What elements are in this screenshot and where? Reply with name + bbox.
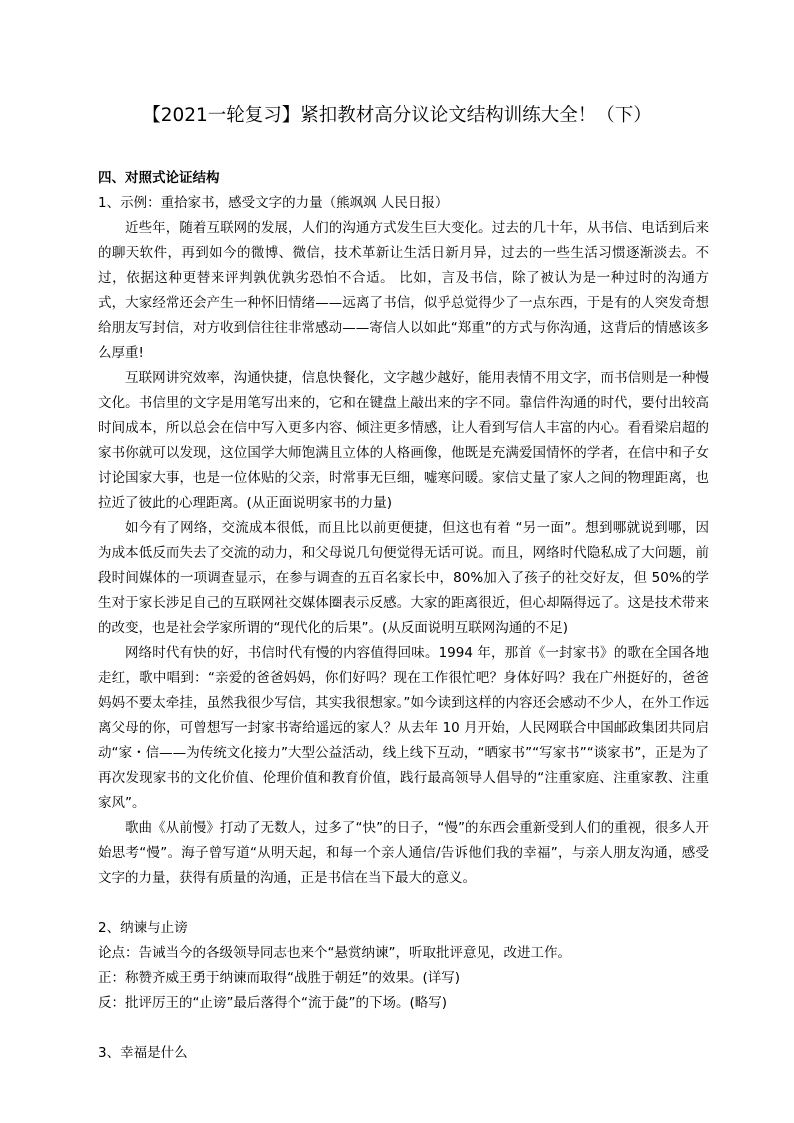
example1-paragraph: 互联网讲究效率，沟通快捷，信息快餐化，文字越少越好，能用表情不用文字，而书信则是一种慢文化。书信里的文字是用笔写出来的，它和在键盘上敲出来的字不同。靠信件沟通的时代，要付出较高时间成本，所以总会在信中写入更多内容、倾注更多情感，让人看到写信人丰富的内心。看看梁启超的家书你就可以发现，这位国学大师饱满且立体的人格画像，他既是充满爱国情怀的学者，在信中和子女讨论国家大事，也是一位体贴的父亲，时常事无巨细，嘘寒问暖。家信丈量了家人之间的物理距离，也拉近了彼此的心理距离。(从正面说明家书的力量)	[98, 370, 709, 511]
spacer	[98, 891, 709, 916]
example2-thesis: 论点：告诫当今的各级领导同志也来个“悬赏纳谏”，听取批评意见，改进工作。	[98, 945, 571, 961]
section-heading: 四、对照式论证结构	[98, 170, 220, 186]
example2-negative: 反：批评厉王的“止谤”最后落得个“流于彘”的下场。(略写)	[98, 995, 448, 1011]
document-title: 【2021一轮复习】紧扣教材高分议论文结构训练大全！（下）	[142, 105, 652, 126]
example1-heading: 1、示例：重拾家书，感受文字的力量（熊飒飒 人民日报）	[98, 195, 449, 211]
example1-paragraph: 歌曲《从前慢》打动了无数人，过多了“快”的日子，“慢”的东西会重新受到人们的重视，很多人开始思考“慢”。海子曾写道“从明天起，和每一个亲人通信/告诉他们我的幸福”，与亲人朋友沟通，感受文字的力量，获得有质量的沟通，正是书信在当下最大的意义。	[98, 820, 709, 886]
document-body	[98, 166, 709, 1066]
example1-paragraph: 网络时代有快的好，书信时代有慢的内容值得回味。1994 年，那首《一封家书》的歌在全国各地走红，歌中唱到：“亲爱的爸爸妈妈，你们好吗？现在工作很忙吧？身体好吗？我在广州挺好的，爸爸妈妈不要太牵挂，虽然我很少写信，其实我很想家。”如今读到这样的内容还会感动不少人，在外工作远离父母的你，可曾想写一封家书寄给遥远的家人？从去年 10 月开始，人民网联合中国邮政集团共同启动“家・信——为传统文化接力”大型公益活动，线上线下互动，“晒家书”“写家书”“谈家书”，正是为了再次发现家书的文化价值、伦理价值和教育价值，践行最高领导人倡导的“注重家庭、注重家教、注重家风”。	[98, 645, 709, 811]
spacer	[98, 1016, 709, 1041]
example1-paragraph: 如今有了网络，交流成本很低，而且比以前更便捷，但这也有着 “另一面”。想到哪就说到哪，因为成本低反而失去了交流的动力，和父母说几句便觉得无话可说。而且，网络时代隐私成了大问题，前段时间媒体的一项调查显示，在参与调查的五百名家长中，80%加入了孩子的社交好友，但 50%的学生对于家长涉足自己的互联网社交媒体圈表示反感。大家的距离很近，但心却隔得远了。这是技术带来的改变，也是社会学家所谓的“现代化的后果”。(从反面说明互联网沟通的不足)	[98, 520, 709, 636]
example2-heading: 2、纳谏与止谤	[98, 920, 188, 936]
example3-heading: 3、幸福是什么	[98, 1045, 188, 1061]
example2-positive: 正：称赞齐威王勇于纳谏而取得“战胜于朝廷”的效果。(详写)	[98, 970, 461, 986]
example1-paragraph: 近些年，随着互联网的发展，人们的沟通方式发生巨大变化。过去的几十年，从书信、电话到后来的聊天软件，再到如今的微博、微信，技术革新让生活日新月异，过去的一些生活习惯逐渐淡去。不过，依据这种更替来评判孰优孰劣恐怕不合适。 比如，言及书信，除了被认为是一种过时的沟通方式，大家经常还会产生一种怀旧情绪——远离了书信，似乎总觉得少了一点东西，于是有的人突发奇想给朋友写封信，对方收到信往往非常感动——寄信人以如此“郑重”的方式与你沟通，这背后的情感该多么厚重!	[98, 220, 709, 361]
